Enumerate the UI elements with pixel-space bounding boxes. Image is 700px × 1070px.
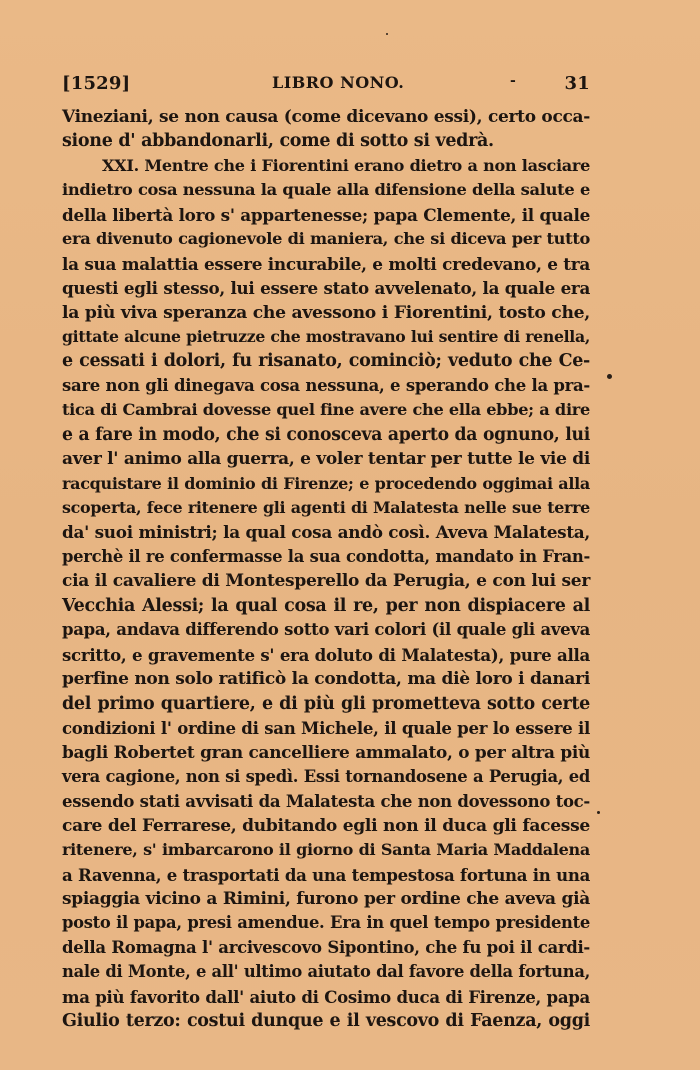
text-line: scoperta, fece ritenere gli agenti di Malatesta nelle sue terre [62,498,590,517]
text-line: care del Ferrarese, dubitando egli non il duca gli facesse [62,815,590,836]
chapter-start-line: XXI. Mentre che i Fiorentini erano dietro a non lasciare [102,155,590,175]
text-line: essendo stati avvisati da Malatesta che non dovessono toc- [62,791,590,812]
header-page-number: 31 [564,73,590,94]
text-line: sare non gli dinegava cosa nessuna, e sperando che la pra- [62,375,590,395]
text-line: tica di Cambrai dovesse quel fine avere che ella ebbe; a dire [62,400,590,420]
text-line: perchè il re confermasse la sua condotta, mandato in Fran- [62,546,590,566]
text-line: Giulio terzo: costui dunque e il vescovo di Faenza, oggi [62,1011,590,1032]
text-line: gittate alcune pietruzze che mostravano lui sentire di renella, [62,326,590,346]
text-line: scritto, e gravemente s' era doluto di Malatesta), pure alla [62,644,590,665]
text-line: indietro cosa nessuna la quale alla difensione della salute e [62,180,590,200]
text-line: spiaggia vicino a Rimini, furono per ordine che aveva già [62,889,590,909]
text-line: del primo quartiere, e di più gli prometteva sotto certe [62,693,590,714]
text-line: sione d' abbandonarli, come di sotto si vedrà. [62,131,494,152]
text-line: perfine non solo ratificò la condotta, ma diè loro i danari [62,669,590,690]
body-text [62,105,590,1034]
text-line: questi egli stesso, lui essere stato avvelenato, la quale era [62,278,590,299]
text-line: la sua malattia essere incurabile, e molti credevano, e tra [62,253,590,274]
text-line: nale di Monte, e all' ultimo aiutato dal favore della fortuna, [62,962,590,982]
text-line: era divenuto cagionevole di maniera, che si diceva per tutto [62,229,590,249]
header-separator: - [510,73,517,89]
header-year: [1529] [62,73,131,94]
text-line: la più viva speranza che avessono i Fiorentini, tosto che, [62,302,590,323]
text-line: a Ravenna, e trasportati da una tempestosa fortuna in una [62,864,590,885]
header-book-title: LIBRO NONO. [272,73,405,92]
text-line: Vineziani, se non causa (come dicevano essi), certo occa- [62,107,590,127]
text-line: da' suoi ministri; la qual cosa andò così. Aveva Malatesta, [62,522,590,543]
text-line: Vecchia Alessi; la qual cosa il re, per non dispiacere al [62,595,590,616]
text-line: racquistare il dominio di Firenze; e procedendo oggimai alla [62,473,590,493]
text-line: posto il papa, presi amendue. Era in quel tempo presidente [62,913,590,933]
text-line: della Romagna l' arcivescovo Sipontino, che fu poi il cardi- [62,937,590,957]
text-line: e cessati i dolori, fu risanato, cominciò; veduto che Ce- [62,351,590,372]
ink-speck [386,33,388,35]
text-line: ma più favorito dall' aiuto di Cosimo duca di Firenze, papa [62,986,590,1007]
ink-speck [607,374,612,379]
text-line: condizioni l' ordine di san Michele, il quale per lo essere il [62,717,590,738]
text-line: vera cagione, non si spedì. Essi tornandosene a Perugia, ed [62,766,590,786]
text-line: cia il cavaliere di Montesperello da Perugia, e con lui ser [62,571,590,592]
running-header [62,73,590,99]
ink-speck [597,811,600,814]
text-line: della libertà loro s' appartenesse; papa Clemente, il quale [62,204,590,225]
text-line: e a fare in modo, che si conosceva aperto da ognuno, lui [62,424,590,445]
text-line: aver l' animo alla guerra, e voler tentar per tutte le vie di [62,449,590,470]
text-line: bagli Robertet gran cancelliere ammalato, o per altra più [62,742,590,763]
text-line: ritenere, s' imbarcarono il giorno di Santa Maria Maddalena [62,840,590,860]
text-line: papa, andava differendo sotto vari colori (il quale gli aveva [62,620,590,640]
